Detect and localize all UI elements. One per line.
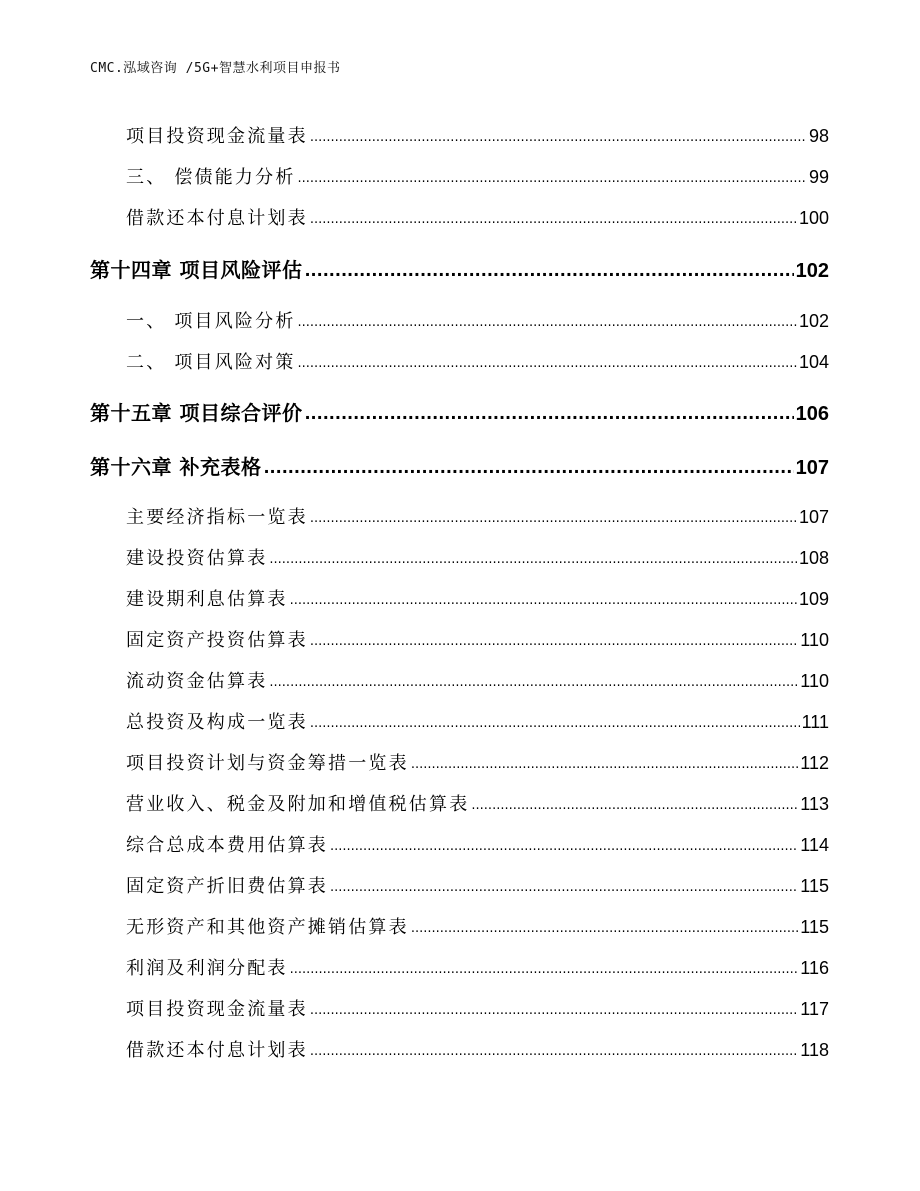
toc-entry[interactable]: [126, 122, 829, 148]
toc-entry-page: 102: [795, 260, 829, 282]
toc-entry-title: 营业收入、税金及附加和增值税估算表: [126, 794, 470, 815]
toc-entry-page: 107: [795, 457, 829, 479]
toc-chapter-entry[interactable]: [90, 397, 829, 426]
toc-entry-page: 109: [798, 589, 829, 609]
toc-entry-title: 第十五章 项目综合评价: [90, 401, 303, 425]
toc-entry-title: 总投资及构成一览表: [126, 712, 308, 733]
toc-entry-page: 114: [800, 835, 829, 855]
toc-entry[interactable]: [126, 503, 829, 529]
dot-leader: [269, 675, 798, 690]
toc-entry[interactable]: [126, 307, 829, 333]
toc-entry-page: 107: [798, 507, 829, 527]
toc-entry[interactable]: [126, 544, 829, 570]
toc-entry[interactable]: [126, 348, 829, 374]
dot-leader: [298, 356, 797, 371]
page-header: CMC.泓域咨询 /5G+智慧水利项目申报书: [90, 61, 341, 76]
dot-leader: [298, 171, 807, 186]
dot-leader: [298, 315, 797, 330]
toc-entry-title: 流动资金估算表: [126, 671, 268, 692]
toc-entry-title: 项目投资现金流量表: [126, 999, 308, 1020]
dot-leader: [330, 880, 798, 895]
dot-leader: [471, 798, 798, 813]
toc-chapter-entry[interactable]: [90, 254, 829, 283]
toc-entry-title: 综合总成本费用估算表: [126, 835, 328, 856]
dot-leader: [310, 634, 798, 649]
toc-entry-page: 113: [800, 794, 829, 814]
dot-leader: [310, 716, 800, 731]
toc-entry-title: 利润及利润分配表: [126, 958, 288, 979]
toc-entry-page: 115: [800, 876, 829, 896]
dot-leader: [269, 552, 797, 567]
toc-entry-page: 106: [795, 403, 829, 425]
toc-entry[interactable]: [126, 831, 829, 857]
toc-entry-page: 104: [798, 352, 829, 372]
toc-entry-page: 102: [798, 311, 829, 331]
toc-entry-title: 主要经济指标一览表: [126, 507, 308, 528]
toc-entry-title: 借款还本付息计划表: [126, 208, 308, 229]
toc-entry-title: 固定资产折旧费估算表: [126, 876, 328, 897]
toc-entry-title: 建设期利息估算表: [126, 589, 288, 610]
toc-entry[interactable]: [126, 954, 829, 980]
dot-leader: [304, 261, 793, 280]
toc-entry[interactable]: [126, 749, 829, 775]
toc-entry-page: 115: [800, 917, 829, 937]
dot-leader: [290, 962, 799, 977]
toc-entry-title: 一、 项目风险分析: [126, 311, 296, 332]
dot-leader: [263, 458, 793, 477]
toc-entry-title: 第十四章 项目风险评估: [90, 258, 303, 282]
dot-leader: [310, 1044, 798, 1059]
toc-entry-page: 98: [808, 126, 829, 146]
toc-entry-page: 110: [800, 671, 829, 691]
dot-leader: [290, 593, 797, 608]
toc-entry[interactable]: [126, 626, 829, 652]
toc-entry-page: 116: [800, 958, 829, 978]
dot-leader: [310, 1003, 798, 1018]
toc-entry[interactable]: [126, 585, 829, 611]
toc-entry-title: 二、 项目风险对策: [126, 352, 296, 373]
toc-entry[interactable]: [126, 872, 829, 898]
toc-entry-page: 118: [800, 1040, 829, 1060]
toc-entry-title: 无形资产和其他资产摊销估算表: [126, 917, 409, 938]
toc-entry[interactable]: [126, 1036, 829, 1062]
toc-entry-page: 111: [801, 712, 829, 732]
dot-leader: [330, 839, 798, 854]
toc-entry-title: 固定资产投资估算表: [126, 630, 308, 651]
toc-entry-title: 借款还本付息计划表: [126, 1040, 308, 1061]
toc-entry-page: 112: [800, 753, 829, 773]
toc-entry[interactable]: [126, 163, 829, 189]
toc-entry-title: 项目投资计划与资金筹措一览表: [126, 753, 409, 774]
dot-leader: [411, 757, 798, 772]
dot-leader: [310, 511, 797, 526]
toc-entry[interactable]: [126, 204, 829, 230]
toc-entry[interactable]: [126, 667, 829, 693]
toc-entry-title: 建设投资估算表: [126, 548, 268, 569]
toc-entry-title: 项目投资现金流量表: [126, 126, 308, 147]
toc-chapter-entry[interactable]: [90, 451, 829, 480]
toc-entry-page: 99: [808, 167, 829, 187]
dot-leader: [411, 921, 798, 936]
toc-entry-page: 100: [798, 208, 829, 228]
dot-leader: [310, 212, 797, 227]
toc-entry[interactable]: [126, 708, 829, 734]
toc-entry[interactable]: [126, 790, 829, 816]
toc-entry[interactable]: [126, 995, 829, 1021]
toc-entry[interactable]: [126, 913, 829, 939]
toc-entry-page: 108: [798, 548, 829, 568]
toc-entry-page: 117: [800, 999, 829, 1019]
toc-entry-page: 110: [800, 630, 829, 650]
toc-entry-title: 第十六章 补充表格: [90, 455, 262, 479]
toc-entry-title: 三、 偿债能力分析: [126, 167, 296, 188]
dot-leader: [304, 404, 793, 423]
dot-leader: [310, 130, 807, 145]
